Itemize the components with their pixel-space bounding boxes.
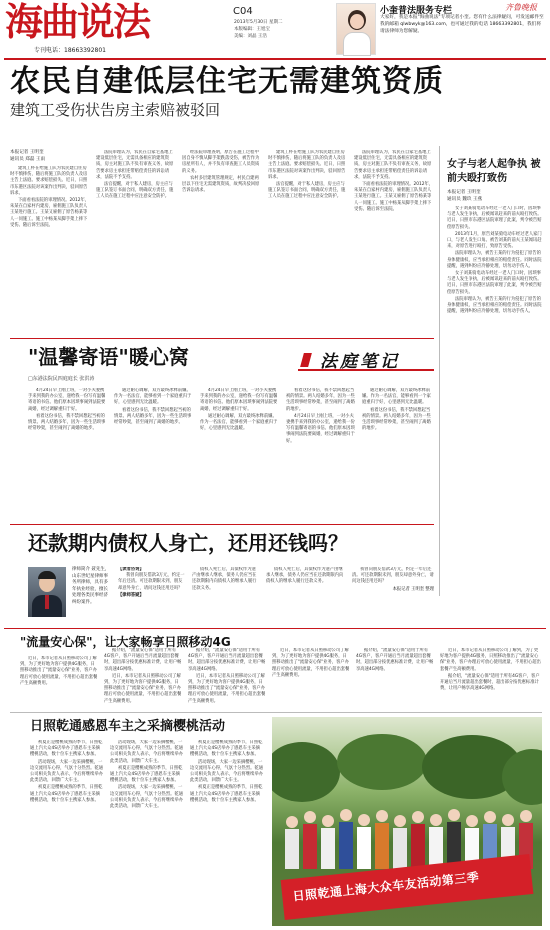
masthead-title: 海曲说法 <box>5 0 150 44</box>
question-text: 我曾向朋友借款3万元，约定一年后还清。可还款期限未到，朋友却意外身亡，请问这钱还用还吗？ <box>118 573 185 591</box>
story4-paragraph: 据介绍，"流量安心保"适用于所有4G客户，客户开通后当月流量超出套餐时，超出部分按优惠标准计费，让用户畅享高速4G网络。 <box>188 648 266 672</box>
story4-col1 <box>20 656 98 708</box>
lead-paragraph: 法官提醒，对于私人建房，房主应与施工队签订书面合同，明确双方责任，施工人员在施工过程中应注意安全防护。 <box>268 182 346 200</box>
brand-logo: 齐鲁晚报 <box>505 3 537 12</box>
date-line: 2013年5月30日 星期二 <box>234 20 283 25</box>
story2-paragraph: 4月24日早上刚上班，一对小夫妻携手来到我的办公室，递给我一份写有温馨寄语的书信。他们原本因琐事闹到法院要离婚，经过调解重归于好。 <box>200 388 278 412</box>
story4-headline: "流量安心保"，让大家畅享日照移动4G <box>20 635 231 649</box>
lead-paragraph: 下面看看法院的审理情况。2012年，朱某在自家村内建房，雇佣施工队负责人王某进行施工。王某又雇佣了原告杨某等人一同施工。施工中杨某从脚手架上摔下受伤。随后诉至法院。 <box>10 198 90 228</box>
right-byline <box>447 190 545 203</box>
story5-paragraph: 活动现场，大家一边采摘樱桃，一边交流用车心得，气氛十分热烈。乾通公司相关负责人表示，今后将继续举办此类活动，回馈广大车主。 <box>30 759 104 784</box>
lead-body-col5 <box>354 150 434 334</box>
story5-paragraph: 初夏正是樱桃成熟的季节，日照乾通上汽大众4S店举办了感恩车主采摘樱桃活动，数十位车主携家人参加。 <box>190 740 263 758</box>
lead-body-col4 <box>268 150 348 334</box>
lead-headline: 农民自建低层住宅无需建筑资质 <box>10 64 444 99</box>
lawyer-photo <box>28 567 66 617</box>
design-line: 美编：刘晶 王浩 <box>234 34 267 39</box>
lawyer-caption: 律师简介 聂先生，山东世纪星律师事务所律师，具有多年执业经验，擅长处理各类民事经济纠纷案件。 <box>72 567 110 605</box>
story4-paragraph: 近日，本市记者从日照移动公司了解到，为了更好地为客户提供4G服务，日照移动推出了"流量安心保"业务，客户办理后可放心使用流量，不用担心超出套餐产生高额费用。 <box>20 656 98 686</box>
column-intro: 大家好，我是本报"海曲说法"专项记者小奎。您有什么法律疑问，可发送邮件至我的邮箱 qlwbwyk@163.com，也可通过我的电话 18663392801，我们将请法律师为您解疑。 <box>380 15 544 34</box>
story2-paragraph: 4月24日早上刚上班，一对小夫妻携手来到我的办公室，递给我一份写有温馨寄语的书信。他们原本因琐事闹到法院要离婚，经过调解重归于好。 <box>286 413 355 444</box>
story5-paragraph: 初夏正是樱桃成熟的季节，日照乾通上汽大众4S店举办了感恩车主采摘樱桃活动，数十位车主携家人参加。 <box>30 740 103 758</box>
lead-body-col3 <box>182 150 262 334</box>
section-rule <box>10 524 434 525</box>
story4-col5 <box>356 648 434 708</box>
story4-paragraph: 据介绍，"流量安心保"适用于所有4G客户，客户开通后当月流量超出套餐时，超出部分按优惠标准计费，让用户畅享高速4G网络。 <box>440 673 540 692</box>
story5-col3 <box>190 740 264 924</box>
story3-byline: 本报记者 王明奎 整理 <box>392 586 434 592</box>
notes-column-title: 法庭笔记 <box>320 352 400 372</box>
section-rule <box>10 712 542 713</box>
editor-line: 本版编辑：王旭宝 <box>234 27 270 32</box>
lead-paragraph: 建筑工杯在给施工队为农民建自住房时不慎摔伤，随后将施工队的负责人及房主告上法庭。要求赔偿损失。近日，日照市东港区法院对该案作出判决，驳回原告诉求。 <box>268 150 346 180</box>
mid-paragraph: 经法院审理查明，原告在施工过程中因自身不慎从脚手架跌落受伤，被告作为房屋所有人，并不负有审查施工人员资质的义务。 <box>182 150 260 174</box>
story5-paragraph: 初夏正是樱桃成熟的季节，日照乾通上汽大众4S店举办了感恩车主采摘樱桃活动，数十位车主携家人参加。 <box>110 765 183 784</box>
story4-paragraph: 近日，本市记者从日照移动公司了解到，为了更好地为客户提供4G服务，日照移动推出了"流量安心保"业务，客户办理后可放心使用流量，不用担心超出套餐产生高额费用。 <box>188 673 266 704</box>
story3-col2 <box>192 567 260 623</box>
lead-paragraph: 法院审理认为，农民在自家宅基地上建设低层住宅，无需具备相应的建筑资质，房主对施工队不负有审查义务，故原告要求房主承担连带赔偿责任的诉讼请求，法院不予支持。 <box>354 150 432 180</box>
story3-col3 <box>266 567 346 623</box>
story2-author: □东港法院民四庭庭长 张洪涛 <box>28 376 95 382</box>
lead-paragraph: 法院审理认为，农民在自家宅基地上建设低层住宅，无需具备相应的建筑资质，房主对施工队不负有审查义务，故原告要求房主承担连带赔偿责任的诉讼请求，法院不予支持。 <box>96 150 174 180</box>
hotline: 专刊电话：18663392801 <box>34 47 106 54</box>
story4-paragraph: 据介绍，"流量安心保"适用于所有4G客户，客户开通后当月流量超出套餐时，超出部分按优惠标准计费，让用户畅享高速4G网络。 <box>104 648 182 672</box>
notes-banner <box>298 345 434 375</box>
column-title: 小奎普法服务专栏 <box>380 6 453 16</box>
right-byline-correspondent: 通讯员 魏玖 王燕 <box>447 196 483 202</box>
story2-paragraph: 看着这份书信，我不禁回想起当初的情景。两人结婚多年，因为一些生活琐事经常吵架，甚至闹到了离婚的地步。 <box>362 407 431 432</box>
story4-col2 <box>104 648 182 708</box>
lead-body-col2 <box>96 150 176 334</box>
story3-headline: 还款期内债权人身亡，还用还钱吗？ <box>28 531 348 555</box>
photo-banner-text: 日照乾通上海大众车友活动第三季 <box>291 869 480 904</box>
story2-paragraph: 通过耐心调解，双方最终冰释前嫌。作为一名法官，能够看到一个家庭重归于好，心里感到无比温暖。 <box>114 388 192 406</box>
story2-paragraph: 通过耐心调解，双方最终冰释前嫌。作为一名法官，能够看到一个家庭重归于好，心里感到无比温暖。 <box>362 388 431 406</box>
lead-body-col1 <box>10 166 90 334</box>
story2-col1 <box>28 388 108 518</box>
story4-col6 <box>440 648 542 708</box>
columnist-photo <box>336 3 376 55</box>
lead-byline-correspondent: 通讯员 郑磊 王雨 <box>10 156 46 162</box>
story5-col2 <box>110 740 184 924</box>
answer-label: 【律师答疑】 <box>118 592 144 598</box>
story2-col3 <box>200 388 280 518</box>
story3-col4 <box>352 567 434 623</box>
story2-col5 <box>362 388 434 518</box>
story2-paragraph: 看着这份书信，我不禁回想起当初的情景。两人结婚多年，因为一些生活琐事经常吵架，甚至闹到了离婚的地步。 <box>28 413 106 432</box>
story2-col4 <box>286 388 356 518</box>
right-byline-reporter: 本报记者 王明奎 <box>447 190 481 195</box>
story4-col3 <box>188 648 266 708</box>
right-headline: 女子与老人起争执 被前夫殴打致伤 <box>447 159 541 184</box>
right-paragraph: 女子刘某骑电动车经过一老人门口时，因琐事与老人发生争执，后被闻讯赶来的前夫殴打致伤。近日，日照市东港区法院审理了此案，判令被告赔偿原告损失。 <box>447 206 542 230</box>
right-body <box>447 206 545 594</box>
story5-paragraph: 初夏正是樱桃成熟的季节，日照乾通上汽大众4S店举办了感恩车主采摘樱桃活动，数十位车主携家人参加。 <box>190 785 263 803</box>
story4-col4 <box>272 648 350 708</box>
story4-paragraph: 近日，本市记者从日照移动公司了解到，为了更好地为客户提供4G服务，日照移动推出了"流量安心保"业务，客户办理后可放心使用流量，不用担心超出套餐产生高额费用。 <box>104 673 182 704</box>
mid-paragraph: 农村多层建筑管理规定，村民自建两层以下住宅无需建筑资质，故判决驳回原告诉讼请求。 <box>182 175 260 194</box>
section-rule <box>4 628 546 629</box>
right-paragraph: 法院审理认为，被告王某的行为侵犯了原告的身体健康权，应当承担相应的赔偿责任。同时法院提醒，遇到纠纷应冷静处理，切勿动手伤人。 <box>447 296 542 315</box>
story4-paragraph: 据介绍，"流量安心保"适用于所有4G客户，客户开通后当月流量超出套餐时，超出部分按优惠标准计费，让用户畅享高速4G网络。 <box>356 648 434 672</box>
column-divider <box>439 146 440 596</box>
lead-paragraph: 法官提醒，对于私人建房，房主应与施工队签订书面合同，明确双方责任，施工人员在施工过程中应注意安全防护。 <box>96 182 174 200</box>
right-paragraph: 女子刘某骑电动车经过一老人门口时，因琐事与老人发生争执，后被闻讯赶来的前夫殴打致伤。近日，日照市东港区法院审理了此案，判令被告赔偿原告损失。 <box>447 271 542 295</box>
story5-paragraph: 初夏正是樱桃成熟的季节，日照乾通上汽大众4S店举办了感恩车主采摘樱桃活动，数十位车主携家人参加。 <box>30 785 103 803</box>
story5-headline: 日照乾通感恩车主之采摘樱桃活动 <box>30 719 226 734</box>
masthead <box>0 0 550 60</box>
story4-paragraph: 近日，本市记者从日照移动公司了解到，为了更好地为客户提供4G服务，日照移动推出了"流量安心保"业务，客户办理后可放心使用流量，不用担心超出套餐产生高额费用。 <box>440 648 541 672</box>
lead-paragraph: 下面看看法院的审理情况。2012年，朱某在自家村内建房，雇佣施工队负责人王某进行施工。王某又雇佣了原告杨某等人一同施工。施工中杨某从脚手架上摔下受伤。随后诉至法院。 <box>354 182 434 212</box>
right-paragraph: 法院审理认为，被告王某的行为侵犯了原告的身体健康权，应当承担相应的赔偿责任。同时法院提醒，遇到纠纷应冷静处理，切勿动手伤人。 <box>447 251 542 269</box>
story5-paragraph: 活动现场，大家一边采摘樱桃，一边交流用车心得，气氛十分热烈。乾通公司相关负责人表示，今后将继续举办此类活动，回馈广大车主。 <box>190 759 264 784</box>
answer-text: 我曾向朋友借款3万元，约定一年后还清。可还款期限未到，朋友却意外身亡，请问这钱还用还吗？ <box>352 567 434 585</box>
question-label: 【读者咨询】 <box>118 567 144 572</box>
story2-paragraph: 看着这份书信，我不禁回想起当初的情景。两人结婚多年，因为一些生活琐事经常吵架，甚至闹到了离婚的地步。 <box>114 407 192 426</box>
page-number: C04 <box>233 6 253 17</box>
story2-headline: "温馨寄语"暖心窝 <box>28 345 189 369</box>
group-photo <box>272 717 542 926</box>
story2-paragraph: 4月24日早上刚上班，一对小夫妻携手来到我的办公室，递给我一份写有温馨寄语的书信。他们原本因琐事闹到法院要离婚，经过调解重归于好。 <box>28 388 106 412</box>
right-paragraph: 2013年1月，原告刘某骑电动车经过老人家门口，与老人发生口角。被告刘某的前夫王某闻讯赶来，对原告进行殴打，致原告受伤。 <box>447 231 542 250</box>
lead-paragraph: 建筑工杯在给施工队为农民建自住房时不慎摔伤，随后将施工队的负责人及房主告上法庭。要求赔偿损失。近日，日照市东港区法院对该案作出判决，驳回原告诉求。 <box>10 166 88 196</box>
masthead-rule <box>4 58 546 60</box>
story5-paragraph: 活动现场，大家一边采摘樱桃，一边交流用车心得，气氛十分热烈。乾通公司相关负责人表示，今后将继续举办此类活动，回馈广大车主。 <box>110 740 184 764</box>
story2-paragraph: 通过耐心调解，双方最终冰释前嫌。作为一名法官，能够看到一个家庭重归于好，心里感到无比温暖。 <box>200 413 278 432</box>
story5-paragraph: 活动现场，大家一边采摘樱桃，一边交流用车心得，气氛十分热烈。乾通公司相关负责人表示，今后将继续举办此类活动，回馈广大车主。 <box>110 785 184 810</box>
lead-byline-reporter: 本报记者 王明奎 <box>10 150 44 155</box>
story4-paragraph: 近日，本市记者从日照移动公司了解到，为了更好地为客户提供4G服务，日照移动推出了"流量安心保"业务，客户办理后可放心使用流量，不用担心超出套餐产生高额费用。 <box>272 648 350 678</box>
story2-col2 <box>114 388 194 518</box>
answer-text: 债权人死亡后，其债权作为遗产由继承人继承，债务人仍应当在还款期限内向债权人的继承人履行还款义务。 <box>192 567 257 591</box>
section-rule <box>10 338 434 339</box>
answer-text: 债权人死亡后，其债权作为遗产由继承人继承，债务人仍应当在还款期限内向债权人的继承人履行还款义务。 <box>266 567 344 585</box>
story2-paragraph: 看着这份书信，我不禁回想起当初的情景。两人结婚多年，因为一些生活琐事经常吵架，甚至闹到了离婚的地步。 <box>286 388 355 412</box>
story3-qa-col1 <box>118 567 186 623</box>
story5-col1 <box>30 740 104 924</box>
lead-subhead: 建筑工受伤状告房主索赔被驳回 <box>10 101 221 119</box>
